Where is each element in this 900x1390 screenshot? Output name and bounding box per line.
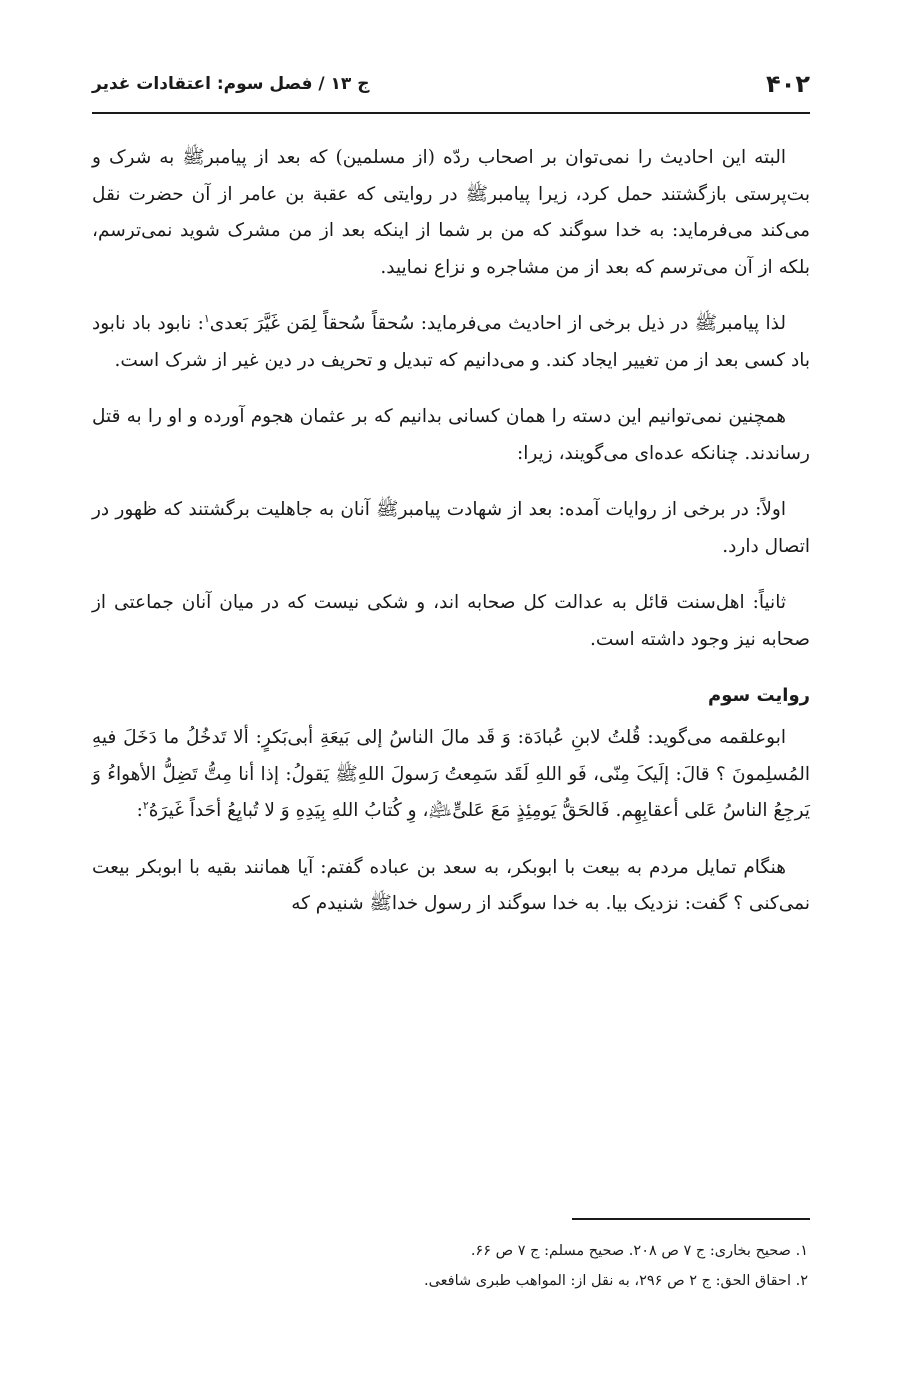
footnote-ref-1[interactable]: ۱ (203, 311, 210, 325)
footnote-2: ۲. احقاق الحق: ج ۲ ص ۲۹۶، به نقل از: المواهب طبری شافعی. (423, 1273, 808, 1289)
paragraph-2-rest: : نابود باد نابود باد کسی بعد از من تغییر ایجاد کند. و می‌دانیم که تبدیل و تحریف در دین غیر از شرک است. (92, 313, 810, 371)
paragraph-3: همچنین نمی‌توانیم این دسته را همان کسانی بدانیم که بر عثمان هجوم آورده و او را به قتل رساندند. چنانکه عده‌ای می‌گویند، زیرا: (92, 406, 810, 464)
paragraph-1: البته این احادیث را نمی‌توان بر اصحاب ردّه (از مسلمین) که بعد از پیامبرﷺ به شرک و بت‌پرستی بازگشتند حمل کرد، زیرا پیامبرﷺ در روایتی که عقبة بن عامر از آن حضرت نقل می‌کند می‌فرماید: به خدا سوگند که من بر شما از اینکه بعد از من مشرک شوید نمی‌ترسم، بلکه از آن می‌ترسم که بعد از من مشاجره و نزاع نمایید. (92, 147, 810, 278)
paragraph-6-rest: : (136, 800, 143, 821)
footnotes (92, 1236, 810, 1296)
section-title: روایت سوم (708, 685, 810, 706)
page-header (92, 66, 810, 114)
paragraph-4: اولاً: در برخی از روایات آمده: بعد از شهادت پیامبرﷺ آنان به جاهلیت برگشتند که ظهور در اتصال دارد. (92, 499, 810, 557)
running-head: ج ۱۳ / فصل سوم: اعتقادات غدیر (92, 74, 370, 94)
paragraph-2 (92, 306, 810, 379)
footnote-separator (572, 1218, 810, 1220)
footnote-ref-2[interactable]: ۲ (142, 798, 149, 812)
paragraph-2-text: لذا پیامبرﷺ در ذیل برخی از احادیث می‌فرماید: سُحقاً سُحقاً لِمَن غَیَّرَ بَعدی (209, 313, 786, 334)
page-body (92, 140, 810, 943)
paragraph-6-text: ابوعلقمه می‌گوید: قُلتُ لابنِ عُبادَة: وَ قَد مالَ الناسُ إلی بَیعَةِ أبی‌بَکرٍ: ألا تَدخُلُ ما دَخَلَ فیهِ المُسلِمونَ ؟ قالَ: إلَیکَ مِنّی، فَو اللهِ لَقَد سَمِعتُ رَسولَ اللهِﷺ یَقولُ: إذا أنا مِتُّ تَضِلُّ الأهواءُ وَ یَرجِعُ الناسُ عَلی أعقابِهِم. فَالحَقُّ یَومِئِذٍ مَعَ عَلیٍّ﵇، وِ کُتابُ اللهِ بِیَدِهِ وَ لا تُبایِعُ أحَداً غَیرَهُ (92, 727, 810, 821)
paragraph-5: ثانیاً: اهل‌سنت قائل به عدالت کل صحابه اند، و شکی نیست که در میان آنان جماعتی از صحابه نیز وجود داشته است. (92, 592, 810, 650)
footnote-1: ۱. صحیح بخاری: ج ۷ ص ۲۰۸. صحیح مسلم: ج ۷ ص ۶۶. (470, 1243, 808, 1259)
paragraph-7: هنگام تمایل مردم به بیعت با ابوبکر، به سعد بن عباده گفتم: آیا همانند بقیه با ابوبکر بیعت نمی‌کنی ؟ گفت: نزدیک بیا. به خدا سوگند از رسول خداﷺ شنیدم که (92, 856, 810, 914)
paragraph-6 (92, 720, 810, 830)
page-number: ۴۰۲ (766, 70, 810, 98)
book-page (92, 0, 810, 1390)
